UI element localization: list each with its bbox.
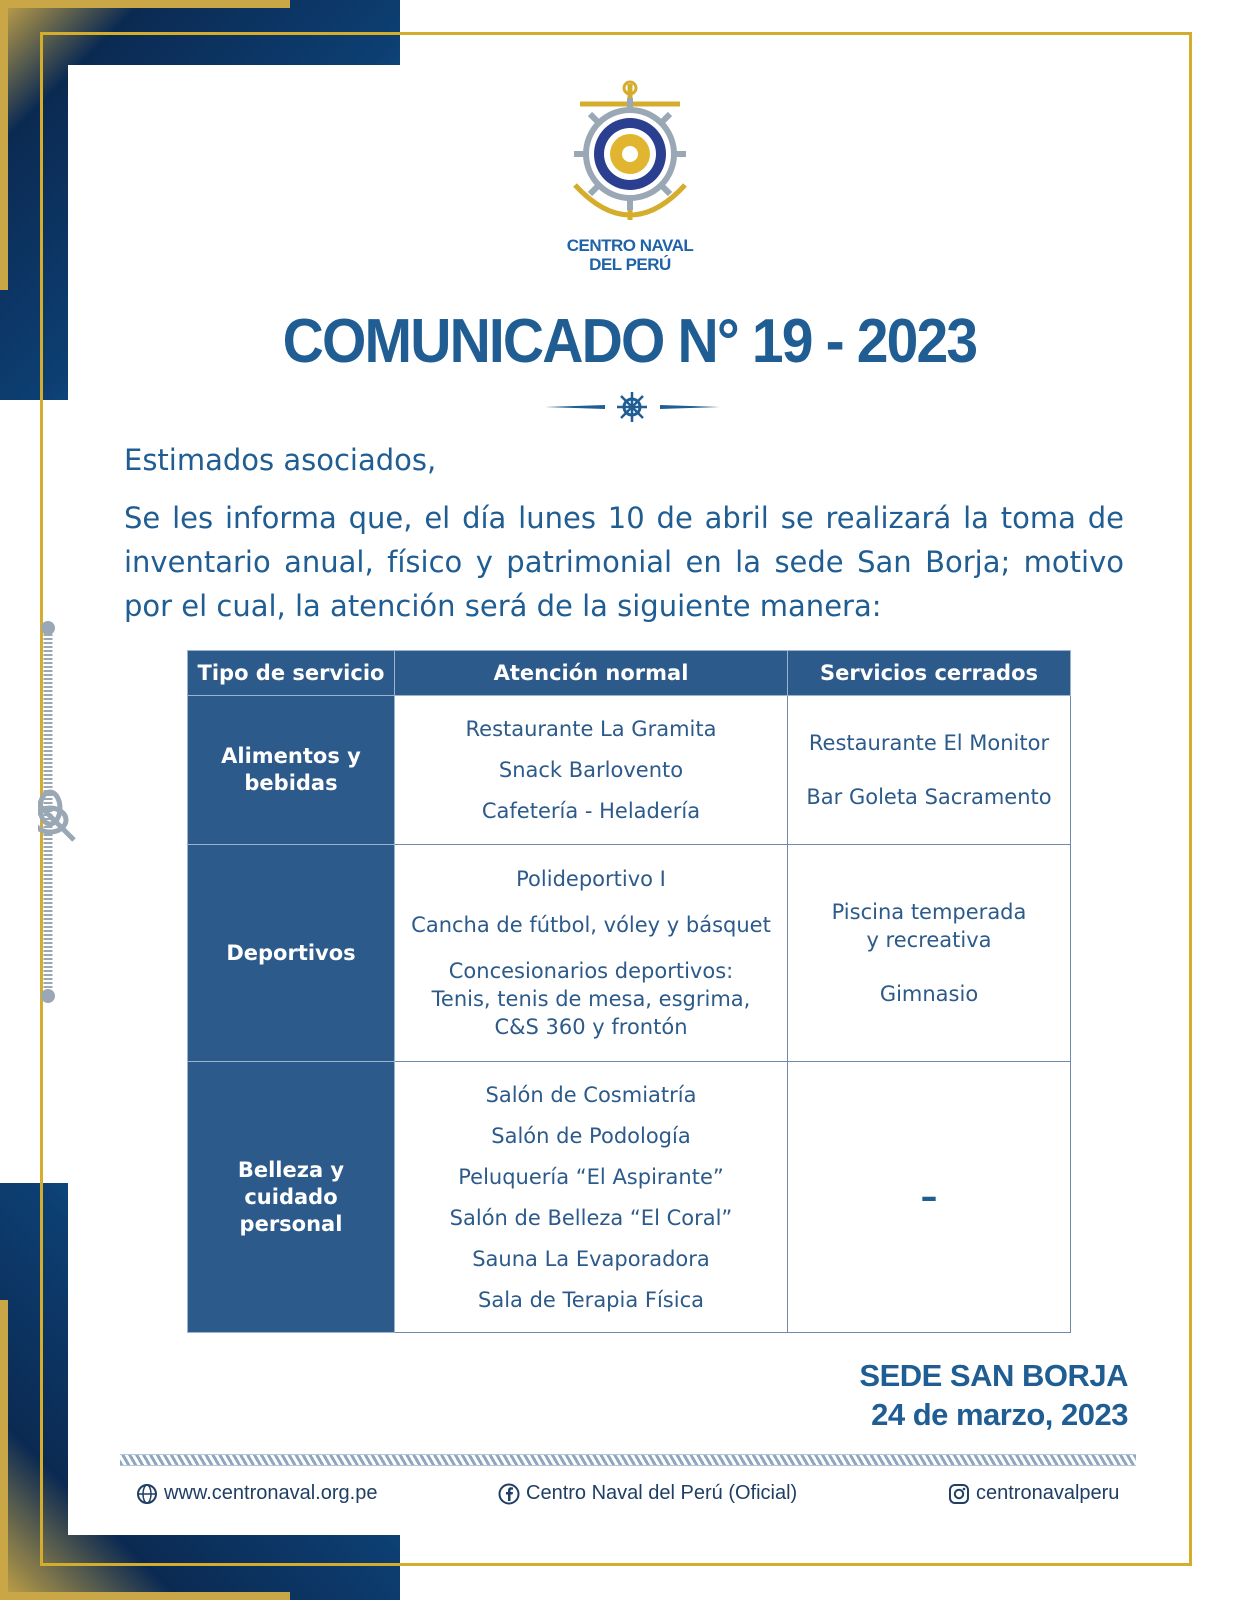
list-item: Cancha de fútbol, vóley y básquet (411, 913, 771, 937)
category-line: Alimentos y (221, 744, 361, 768)
category-line: bebidas (244, 771, 338, 795)
sede-date: 24 de marzo, 2023 (871, 1397, 1128, 1432)
facebook-icon (498, 1483, 520, 1505)
brand-line: DEL PERÚ (589, 255, 671, 274)
list-item: Tenis, tenis de mesa, esgrima, (431, 987, 751, 1011)
closed-cell (788, 1062, 1071, 1333)
list-item: y recreativa (866, 928, 992, 952)
body-text: Se les informa que, el día lunes 10 de abril se realizará la toma de inventario anual, físico y patrimonial en la sede San Borja; motivo por el cual, la atención será de la siguiente manera: (124, 501, 1124, 623)
table-row (188, 1062, 1071, 1333)
sede-signature (760, 1356, 1128, 1434)
list-item: Peluquería “El Aspirante” (458, 1164, 724, 1189)
website-link[interactable]: www.centronaval.org.pe (164, 1482, 378, 1504)
normal-cell (395, 1062, 788, 1333)
header-cell: Atención normal (395, 651, 788, 696)
category-line: Deportivos (226, 940, 356, 965)
globe-icon (136, 1483, 158, 1505)
brand-line: CENTRO NAVAL (566, 236, 694, 255)
normal-cell (395, 696, 788, 845)
list-item: Salón de Cosmiatría (485, 1082, 697, 1107)
page-title: COMUNICADO N° 19 - 2023 (282, 307, 977, 376)
list-item: Bar Goleta Sacramento (806, 785, 1052, 809)
sede-name: SEDE SAN BORJA (859, 1358, 1128, 1393)
list-item: Gimnasio (879, 982, 979, 1006)
rope-divider (120, 1454, 1136, 1466)
instagram-icon (948, 1483, 970, 1505)
empty-dash: – (920, 1177, 938, 1217)
table-row (188, 696, 1071, 845)
header-cell: Servicios cerrados (788, 651, 1071, 696)
list-item: Salón de Podología (491, 1123, 691, 1148)
services-table (187, 650, 1071, 1333)
table-row (188, 845, 1071, 1062)
greeting: Estimados asociados, (124, 443, 437, 477)
closed-cell (788, 845, 1071, 1062)
header-cell: Tipo de servicio (188, 651, 395, 696)
list-item: Piscina temperada (831, 900, 1027, 924)
category-line: personal (239, 1211, 343, 1236)
centro-naval-logo-icon (560, 80, 700, 230)
category-cell (188, 1062, 395, 1333)
category-line: cuidado (244, 1184, 338, 1209)
category-cell (188, 696, 395, 845)
helm-divider-icon (545, 390, 720, 424)
facebook-link[interactable]: Centro Naval del Perú (Oficial) (526, 1482, 798, 1504)
list-item: C&S 360 y frontón (494, 1015, 688, 1039)
list-item: Salón de Belleza “El Coral” (449, 1205, 733, 1230)
list-item: Restaurante La Gramita (465, 717, 717, 741)
list-item: Sauna La Evaporadora (472, 1246, 710, 1271)
category-cell (188, 845, 395, 1062)
footer-facebook[interactable] (498, 1482, 797, 1505)
brand-name (520, 236, 740, 274)
list-item: Cafetería - Heladería (481, 799, 701, 823)
list-item: Concesionarios deportivos: (448, 959, 734, 983)
rope-knot-icon (38, 620, 98, 1005)
closed-cell (788, 696, 1071, 845)
list-item: Restaurante El Monitor (808, 731, 1050, 755)
table-header-row (188, 651, 1071, 696)
instagram-link[interactable]: centronavalperu (976, 1482, 1120, 1504)
list-item: Snack Barlovento (498, 758, 684, 782)
list-item: Polideportivo I (516, 867, 666, 891)
footer-website[interactable] (136, 1482, 377, 1505)
normal-cell (395, 845, 788, 1062)
category-line: Belleza y (237, 1157, 345, 1182)
list-item: Sala de Terapia Física (478, 1287, 704, 1312)
footer-instagram[interactable] (948, 1482, 1119, 1505)
